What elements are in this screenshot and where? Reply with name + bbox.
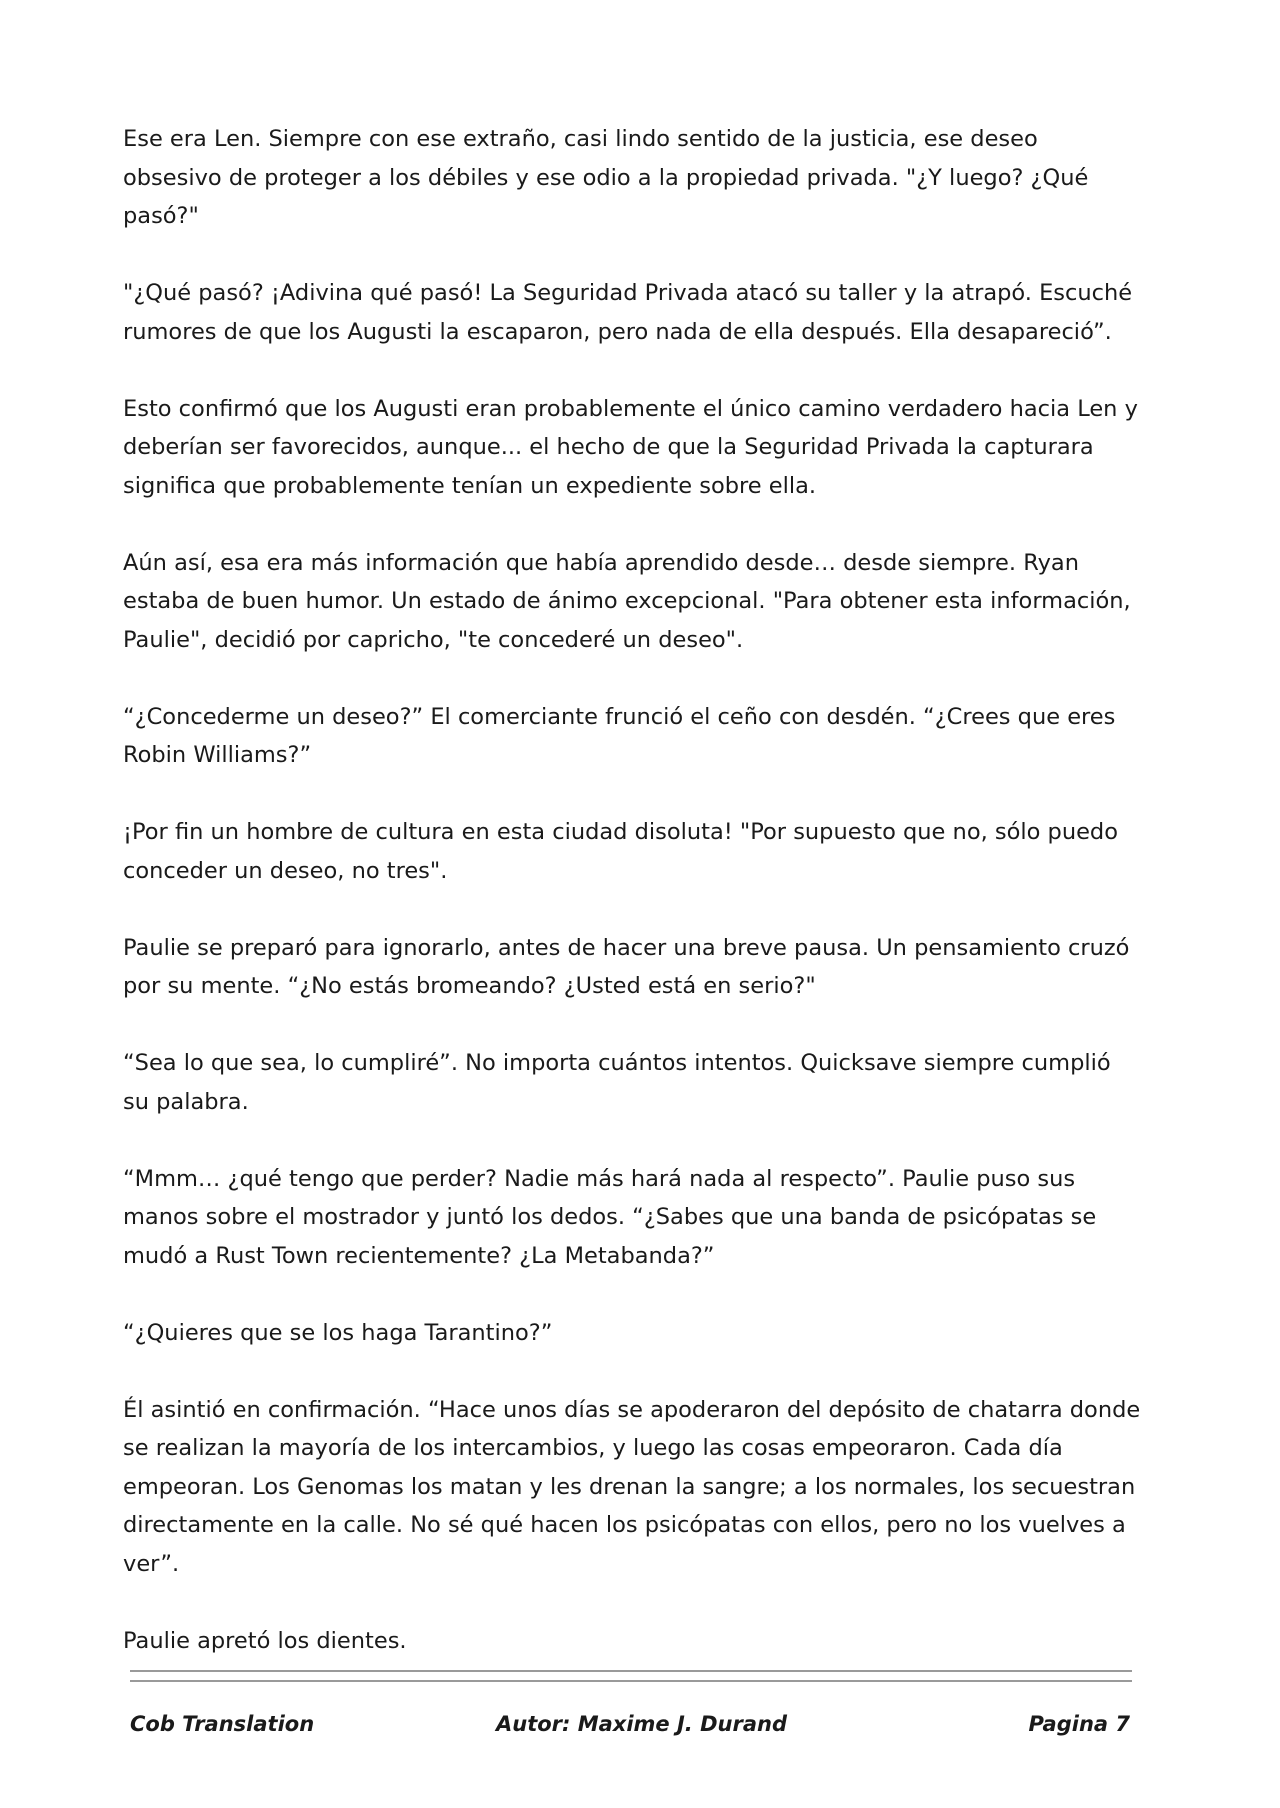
paragraph: “Mmm… ¿qué tengo que perder? Nadie más hará nada al respecto”. Paulie puso sus manos sobre el mostrador y juntó los dedos. “¿Sabes que una banda de psicópatas se mudó a Rust Town recientemente? ¿La Metabanda?”	[123, 1165, 1097, 1269]
paragraph: “¿Quieres que se los haga Tarantino?”	[123, 1319, 553, 1346]
paragraph: Paulie se preparó para ignorarlo, antes de hacer una breve pausa. Un pensamiento cruzó por su mente. “¿No estás bromeando? ¿Usted está en serio?"	[123, 934, 1130, 999]
paragraph: "¿Qué pasó? ¡Adivina qué pasó! La Seguridad Privada atacó su taller y la atrapó. Escuché rumores de que los Augusti la escaparon, pero nada de ella después. Ella desapareció”.	[123, 280, 1133, 345]
paragraph: Esto confirmó que los Augusti eran probablemente el único camino verdadero hacia Len y deberían ser favorecidos, aunque... el hecho de que la Seguridad Privada la capturara significa que probablemente tenían un expediente sobre ella.	[123, 395, 1138, 499]
footer-author: Autor: Maxime J. Durand	[496, 1712, 787, 1736]
footer-divider	[130, 1680, 1132, 1682]
page-footer	[130, 1712, 1132, 1744]
footer-divider	[130, 1670, 1132, 1672]
paragraph: Aún así, esa era más información que había aprendido desde… desde siempre. Ryan estaba de buen humor. Un estado de ánimo excepcional. "Para obtener esta información, Paulie", decidió por capricho, "te concederé un deseo".	[123, 549, 1131, 653]
paragraph: ¡Por fin un hombre de cultura en esta ciudad disoluta! "Por supuesto que no, sólo puedo conceder un deseo, no tres".	[123, 819, 1118, 884]
paragraph: “Sea lo que sea, lo cumpliré”. No importa cuántos intentos. Quicksave siempre cumplió su palabra.	[123, 1050, 1111, 1115]
paragraph: Paulie apretó los dientes.	[123, 1627, 407, 1654]
footer-page-number: Pagina 7	[1028, 1712, 1130, 1736]
paragraph: Ese era Len. Siempre con ese extraño, casi lindo sentido de la justicia, ese deseo obsesivo de proteger a los débiles y ese odio a la propiedad privada. "¿Y luego? ¿Qué pasó?"	[123, 126, 1089, 229]
paragraph: “¿Concederme un deseo?” El comerciante frunció el ceño con desdén. “¿Crees que eres Robin Williams?”	[123, 703, 1116, 768]
footer-translator: Cob Translation	[130, 1712, 315, 1736]
paragraph: Él asintió en confirmación. “Hace unos días se apoderaron del depósito de chatarra donde se realizan la mayoría de los intercambios, y luego las cosas empeoraron. Cada día empeoran. Los Genomas los matan y les drenan la sangre; a los normales, los secuestran directamente en la calle. No sé qué hacen los psicópatas con ellos, pero no los vuelves a ver”.	[123, 1396, 1141, 1577]
body-text	[123, 120, 1143, 1699]
